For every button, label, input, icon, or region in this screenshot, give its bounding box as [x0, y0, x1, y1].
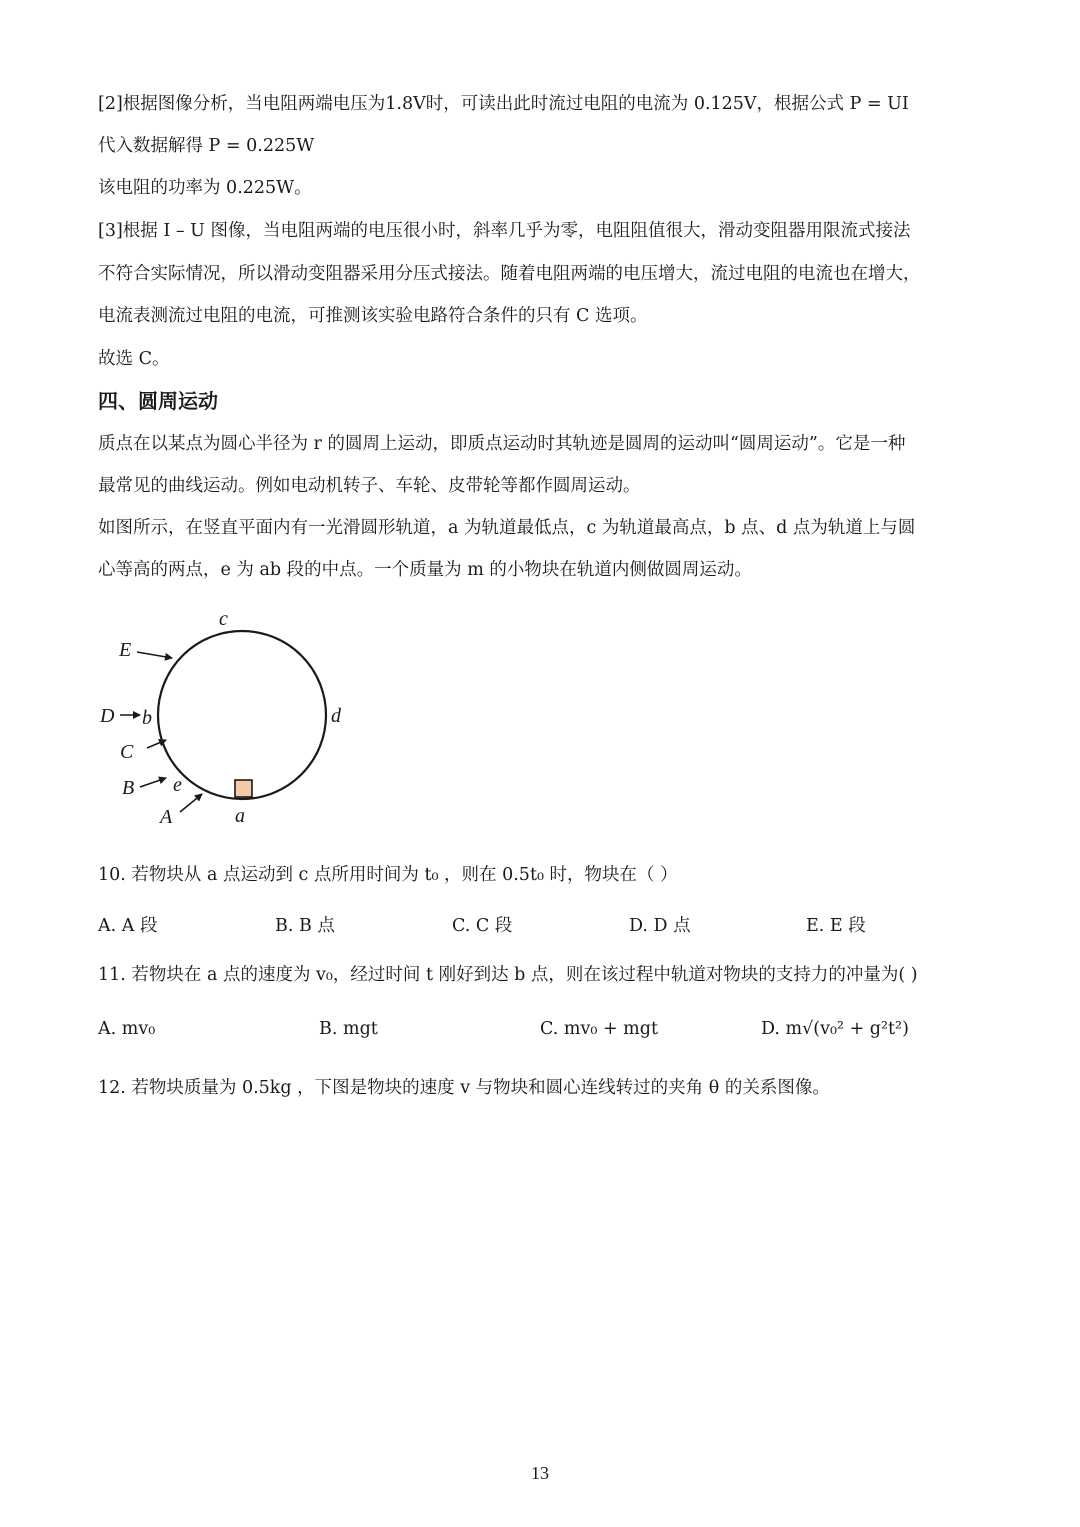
text-line: 电流表测流过电阻的电流，可推测该实验电路符合条件的只有 C 选项。 [98, 306, 648, 326]
intro-line: 最常见的曲线运动。例如电动机转子、车轮、皮带轮等都作圆周运动。 [98, 476, 641, 496]
label-d: d [331, 705, 341, 727]
text-line: 该电阻的功率为 0.225W。 [98, 178, 312, 198]
option-c[interactable]: C. C 段 [452, 916, 513, 936]
circular-track-figure [92, 600, 372, 840]
question-11-options [98, 1019, 998, 1045]
label-c: c [219, 608, 228, 630]
option-d[interactable]: D. m√(v₀² + g²t²) [761, 1019, 909, 1039]
track-circle [158, 631, 326, 799]
label-b: b [142, 707, 152, 729]
page-number: 13 [531, 1463, 549, 1483]
question-10-stem: 10. 若物块从 a 点运动到 c 点所用时间为 t₀ ，则在 0.5t₀ 时，物块在（ ） [98, 865, 678, 885]
text-line: [3]根据 I – U 图像，当电阻两端的电压很小时，斜率几乎为零，电阻阻值很大，滑动变阻器用限流式接法 [98, 221, 911, 241]
intro-line: 质点在以某点为圆心半径为 r 的圆周上运动，即质点运动时其轨迹是圆周的运动叫“圆周运动”。它是一种 [98, 434, 906, 454]
section-heading: 四、圆周运动 [98, 389, 218, 413]
arrow-E [137, 652, 172, 658]
question-12-stem: 12. 若物块质量为 0.5kg ，下图是物块的速度 v 与物块和圆心连线转过的夹角 θ 的关系图像。 [98, 1078, 830, 1098]
option-b[interactable]: B. B 点 [275, 916, 335, 936]
option-a[interactable]: A. mv₀ [98, 1019, 156, 1039]
intro-line: 心等高的两点，e 为 ab 段的中点。一个质量为 m 的小物块在轨道内侧做圆周运动。 [98, 560, 752, 580]
text-line: 故选 C。 [98, 349, 170, 369]
text-line: 代入数据解得 P = 0.225W [98, 136, 315, 156]
arrow-A [180, 794, 202, 812]
text-line: 不符合实际情况，所以滑动变阻器采用分压式接法。随着电阻两端的电压增大，流过电阻的电流也在增大， [98, 264, 921, 284]
text-line: [2]根据图像分析，当电阻两端电压为1.8V时，可读出此时流过电阻的电流为 0.125V，根据公式 P = UI [98, 94, 909, 114]
arrow-B [140, 778, 166, 787]
label-e: e [173, 774, 182, 796]
label-C: C [120, 741, 134, 763]
option-d[interactable]: D. D 点 [629, 916, 691, 936]
option-e[interactable]: E. E 段 [806, 916, 866, 936]
block-square [235, 780, 252, 797]
label-a: a [235, 805, 245, 827]
question-10-options [98, 912, 998, 938]
label-D: D [100, 705, 115, 727]
label-B: B [122, 777, 135, 799]
question-11-stem: 11. 若物块在 a 点的速度为 v₀，经过时间 t 刚好到达 b 点，则在该过程中轨道对物块的支持力的冲量为( ) [98, 965, 918, 985]
option-c[interactable]: C. mv₀ + mgt [540, 1019, 659, 1039]
option-b[interactable]: B. mgt [319, 1019, 378, 1039]
option-a[interactable]: A. A 段 [98, 916, 158, 936]
intro-line: 如图所示，在竖直平面内有一光滑圆形轨道，a 为轨道最低点，c 为轨道最高点，b 点、d 点为轨道上与圆 [98, 518, 916, 538]
label-A: A [160, 806, 173, 828]
label-E: E [119, 639, 132, 661]
